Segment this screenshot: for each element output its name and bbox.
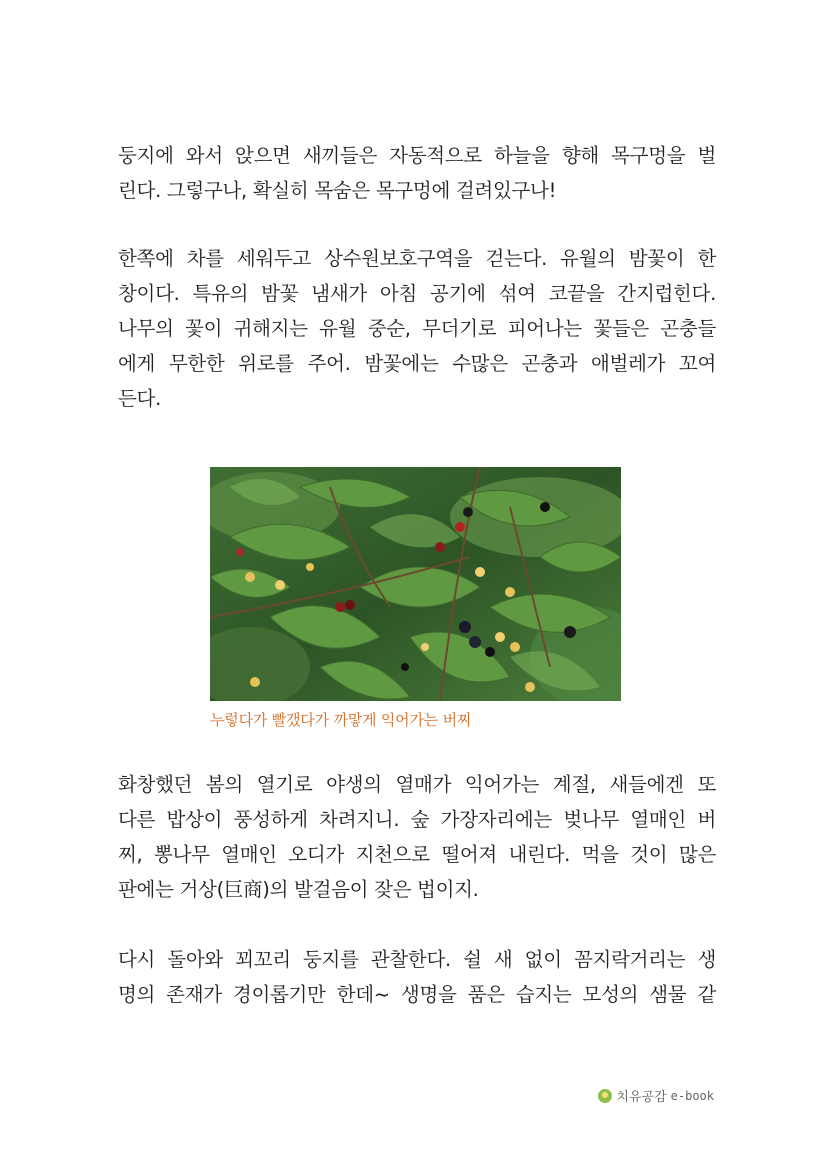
footer-ebook-label: e-book bbox=[670, 1088, 714, 1103]
paragraph-line: 든다. bbox=[118, 387, 161, 410]
paragraph-line: 둥지에 와서 앉으면 새끼들은 자동적으로 하늘을 향해 목구멍을 벌 bbox=[118, 144, 716, 167]
paragraph-line: 명의 존재가 경이롭기만 한데~ 생명을 품은 습지는 모성의 샘물 같 bbox=[118, 983, 716, 1006]
paragraph-3 bbox=[118, 767, 716, 907]
brand-logo-icon bbox=[598, 1089, 612, 1103]
paragraph-1 bbox=[118, 138, 716, 208]
paragraph-line: 에게 무한한 위로를 주어. 밤꽃에는 수많은 곤충과 애벌레가 꼬여 bbox=[118, 352, 716, 375]
cherry-berries-photo bbox=[210, 467, 621, 701]
paragraph-line: 한쪽에 차를 세워두고 상수원보호구역을 걷는다. 유월의 밤꽃이 한 bbox=[118, 247, 716, 270]
paragraph-line: 린다. 그렇구나, 확실히 목숨은 목구멍에 걸려있구나! bbox=[118, 179, 557, 202]
paragraph-2 bbox=[118, 241, 716, 416]
paragraph-line: 찌, 뽕나무 열매인 오디가 지천으로 떨어져 내린다. 먹을 것이 많은 bbox=[118, 843, 716, 866]
paragraph-4 bbox=[118, 942, 716, 1012]
paragraph-line: 창이다. 특유의 밤꽃 냄새가 아침 공기에 섞여 코끝을 간지럽힌다. bbox=[118, 282, 716, 305]
paragraph-line: 화창했던 봄의 열기로 야생의 열매가 익어가는 계절, 새들에겐 또 bbox=[118, 773, 716, 796]
paragraph-line: 판에는 거상(巨商)의 발걸음이 잦은 법이지. bbox=[118, 878, 479, 901]
page-footer bbox=[598, 1086, 714, 1105]
paragraph-line: 다시 돌아와 꾀꼬리 둥지를 관찰한다. 쉴 새 없이 꼼지락거리는 생 bbox=[118, 948, 716, 971]
paragraph-line: 다른 밥상이 풍성하게 차려지니. 숲 가장자리에는 벚나무 열매인 버 bbox=[118, 808, 716, 831]
footer-brand: 치유공감 bbox=[616, 1090, 667, 1105]
photo-caption: 누렇다가 빨갰다가 까맣게 익어가는 버찌 bbox=[210, 711, 472, 729]
paragraph-line: 나무의 꽃이 귀해지는 유월 중순, 무더기로 피어나는 꽃들은 곤충들 bbox=[118, 317, 716, 340]
